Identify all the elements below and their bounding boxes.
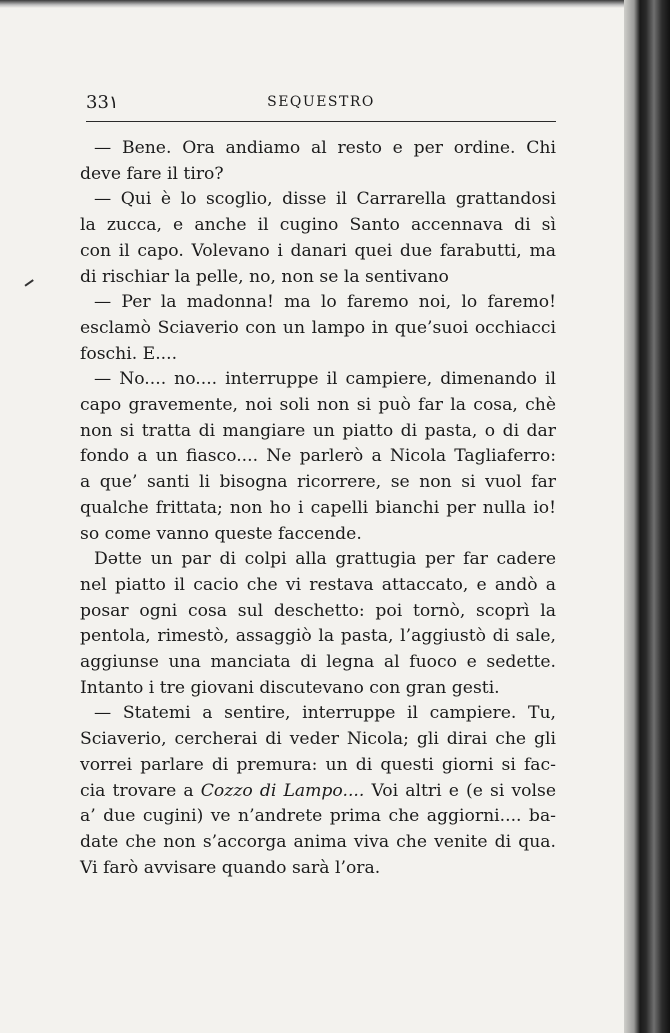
margin-mark (24, 279, 33, 286)
text-line: posar ogni cosa sul deschetto: poi tornò, scoprì la (80, 600, 556, 621)
text-line: cia trovare a Cozzo di Lampo.... Voi altri e (e si volse (80, 780, 556, 801)
text-line: date che non s’accorga anima viva che venite di qua. (80, 831, 556, 852)
text-line: foschi. E.... (80, 343, 178, 364)
text-line: aggiunse una manciata di legna al fuoco e sedette. (80, 652, 556, 673)
text-line: — Bene. Ora andiamo al resto e per ordine. Chi (94, 138, 556, 158)
text-line: capo gravemente, noi soli non si può far la cosa, chè (80, 395, 556, 416)
text-line: non si tratta di mangiare un piatto di pasta, o di dar (80, 420, 556, 441)
text-line: — Qui è lo scoglio, disse il Carrarella grattandosi (94, 189, 556, 210)
text-line: esclamò Sciaverio con un lampo in que’suoi occhiacci (80, 317, 556, 338)
book-spine (624, 0, 670, 1033)
text-line: Intanto i tre giovani discutevano con gran gesti. (80, 677, 500, 698)
text-line: la zucca, e anche il cugino Santo accennava di sì (80, 215, 556, 236)
body-text (80, 136, 556, 881)
text-line: qualche frittata; non ho i capelli bianchi per nulla io! (80, 497, 556, 518)
text-line: a’ due cugini) ve n’andrete prima che aggiorni.... ba- (80, 806, 556, 827)
text-line: pentola, rimestò, assaggiò la pasta, l’aggiustò di sale, (80, 626, 556, 647)
text-line: di rischiar la pelle, no, non se la sentivano (80, 266, 449, 287)
text-line: fondo a un fiasco.... Ne parlerò a Nicola Tagliaferro: (80, 446, 556, 467)
text-line: — Statemi a sentire, interruppe il campiere. Tu, (94, 703, 556, 724)
text-line: — Per la madonna! ma lo faremo noi, lo faremo! (94, 292, 556, 313)
text-line: nel piatto il cacio che vi restava attaccato, e andò a (80, 574, 556, 595)
text-line: — No.... no.... interruppe il campiere, dimenando il (94, 369, 556, 390)
text-line: so come vanno queste faccende. (80, 523, 362, 544)
page-header (86, 92, 556, 118)
text-line: deve fare il tiro? (80, 163, 224, 184)
running-head: SEQUESTRO (267, 94, 375, 110)
text-line: Vi farò avvisare quando sarà l’ora. (80, 857, 381, 878)
text-line: Sciaverio, cercherai di veder Nicola; gli dirai che gli (80, 729, 556, 750)
text-line: con il capo. Volevano i danari quei due farabutti, ma (80, 240, 556, 261)
text-line: a que’ santi li bisogna ricorrere, se non si vuol far (80, 472, 556, 493)
header-rule (86, 121, 556, 122)
page-number: 33١ (86, 92, 119, 113)
page-top-shadow (0, 0, 624, 8)
text-line: vorrei parlare di premura: un di questi giorni si fac- (80, 754, 556, 775)
text-line: Dətte un par di colpi alla grattugia per far cadere (94, 549, 556, 570)
